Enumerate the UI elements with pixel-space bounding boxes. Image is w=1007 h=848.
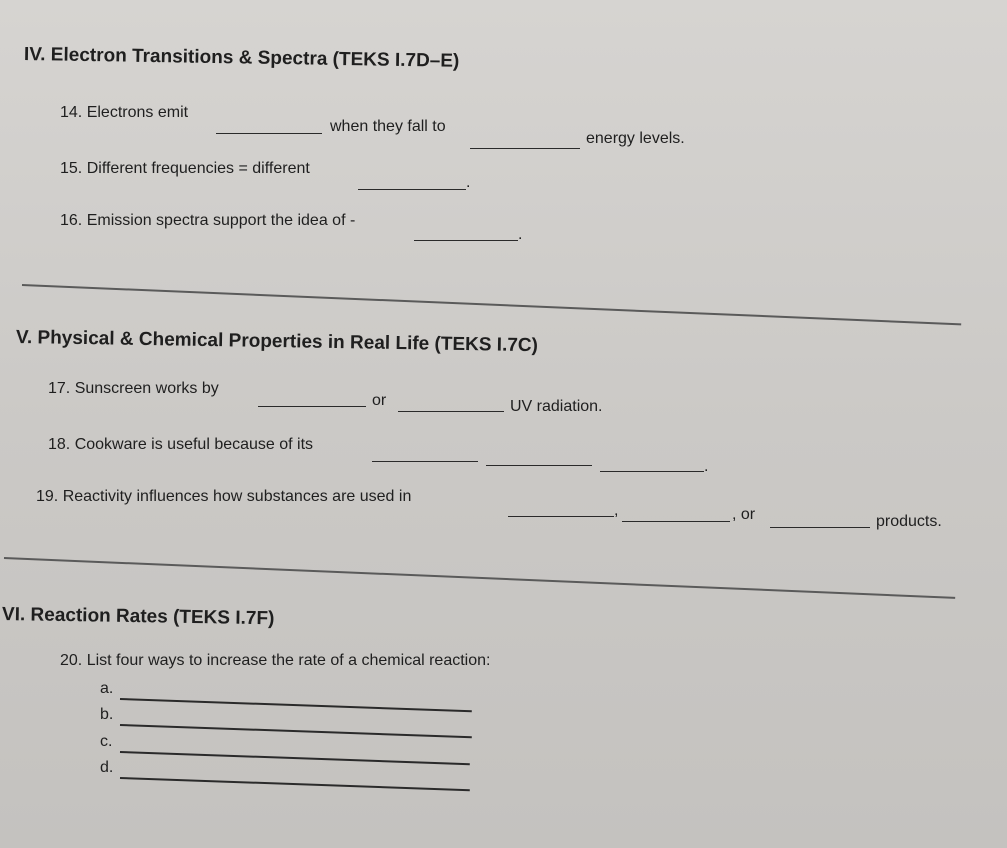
- q19-blank-3[interactable]: [770, 526, 870, 528]
- q20-item-a-blank[interactable]: [120, 698, 472, 712]
- q17-text-1: Sunscreen works by: [74, 380, 219, 397]
- q15-end: .: [466, 174, 471, 191]
- section-divider-2: [4, 557, 955, 599]
- q14-text-1: Electrons emit: [86, 104, 189, 121]
- question-16: [60, 212, 355, 230]
- question-19: [36, 488, 411, 506]
- section-vi-heading: VI. Reaction Rates (TEKS I.7F): [1, 604, 275, 630]
- q17-blank-2[interactable]: [398, 410, 504, 412]
- q20-item-d-label: d.: [100, 759, 114, 776]
- q18-blank-3[interactable]: [600, 470, 704, 472]
- q20-item-a-label: a.: [100, 680, 114, 697]
- q20-item-b-blank[interactable]: [120, 724, 472, 738]
- q16-text-1: Emission spectra support the idea of -: [86, 212, 356, 229]
- q19-text-1: Reactivity influences how substances are used in: [62, 488, 412, 505]
- question-18: [48, 436, 313, 454]
- q20-number: 20.: [60, 652, 83, 669]
- q18-text-1: Cookware is useful because of its: [74, 436, 314, 453]
- question-17: [48, 380, 219, 398]
- q17-or: or: [372, 392, 387, 409]
- q14-blank-1[interactable]: [216, 132, 322, 134]
- q14-blank-2[interactable]: [470, 147, 580, 149]
- q18-end: .: [704, 458, 709, 475]
- q20-item-c-blank[interactable]: [120, 751, 470, 765]
- q18-blank-2[interactable]: [486, 464, 592, 466]
- q15-number: 15.: [60, 160, 83, 177]
- q20-item-b-label: b.: [100, 706, 114, 723]
- q14-text-2: when they fall to: [330, 118, 446, 135]
- question-14: [60, 104, 188, 122]
- q20-item-d-blank[interactable]: [120, 777, 470, 791]
- q15-blank[interactable]: [358, 188, 466, 190]
- q15-text-1: Different frequencies = different: [86, 160, 310, 177]
- section-divider-1: [22, 284, 961, 325]
- q20-prompt: List four ways to increase the rate of a chemical reaction:: [86, 652, 491, 669]
- q20-item-c-label: c.: [100, 733, 113, 750]
- q19-blank-2[interactable]: [622, 520, 730, 522]
- section-iv-heading: IV. Electron Transitions & Spectra (TEKS I.7D–E): [23, 44, 460, 72]
- q18-blank-1[interactable]: [372, 460, 478, 462]
- section-v-heading: V. Physical & Chemical Properties in Real Life (TEKS I.7C): [15, 327, 539, 357]
- q18-number: 18.: [48, 436, 71, 453]
- q16-blank[interactable]: [414, 239, 518, 241]
- question-20: [60, 652, 490, 670]
- q16-number: 16.: [60, 212, 83, 229]
- q16-end: .: [518, 226, 523, 243]
- question-15: [60, 160, 310, 178]
- q19-number: 19.: [36, 488, 59, 505]
- q19-blank-1[interactable]: [508, 515, 614, 517]
- q17-text-3: UV radiation.: [510, 398, 603, 415]
- q14-text-3: energy levels.: [586, 130, 685, 147]
- q19-or: , or: [732, 506, 756, 523]
- q19-comma: ,: [614, 502, 619, 519]
- q19-text-2: products.: [876, 513, 942, 530]
- q14-number: 14.: [60, 104, 83, 121]
- q17-blank-1[interactable]: [258, 405, 366, 407]
- q17-number: 17.: [48, 380, 71, 397]
